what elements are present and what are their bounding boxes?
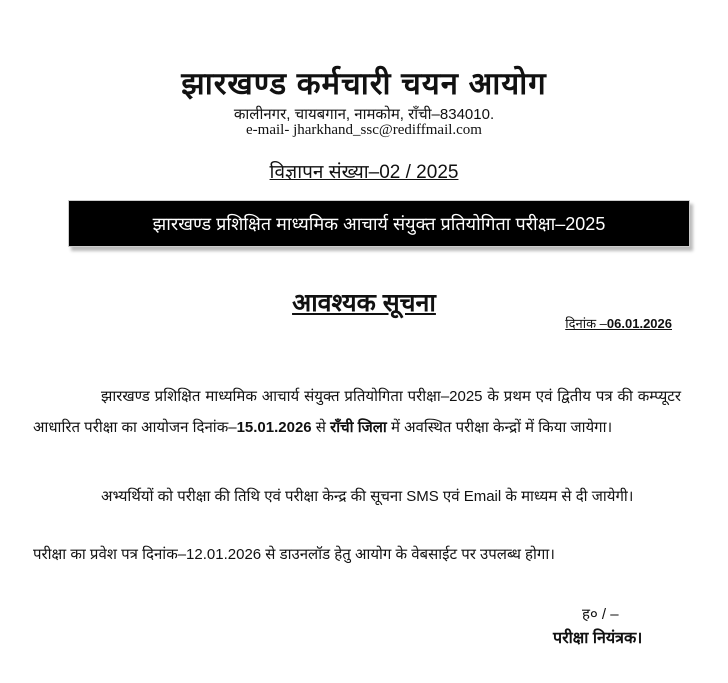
exam-date: 15.01.2026	[236, 419, 312, 436]
exam-district: राँची जिला	[330, 419, 387, 436]
p1-text: में अवस्थित परीक्षा केन्द्रों में किया जायेगा।	[386, 419, 613, 436]
date-label: दिनांक –	[565, 316, 607, 331]
signatory-designation: परीक्षा नियंत्रक।	[553, 630, 643, 647]
advertisement-number-text: विज्ञापन संख्या–02 / 2025	[269, 162, 459, 183]
signature-mark: ह० / –	[582, 606, 619, 623]
p1-text: से	[311, 419, 331, 436]
organization-address: कालीनगर, चायबगान, नामकोम, राँची–834010.	[233, 106, 495, 123]
advertisement-number	[0, 158, 728, 184]
p1-text: झारखण्ड प्रशिक्षित माध्यमिक आचार्य संयुक्त प्रतियोगिता परीक्षा–2025 के प्रथम एवं द्वितीय पत्र की कम्प्यूटर आधारित परीक्षा का आयोजन दिनांक–	[33, 388, 681, 436]
notice-title: आवश्यक सूचना	[292, 289, 436, 317]
date-value: 06.01.2026	[606, 316, 672, 331]
exam-title-banner	[68, 200, 690, 247]
organization-email: e-mail- jharkhand_ssc@rediffmail.com	[246, 122, 482, 138]
paragraph-exam-schedule	[33, 381, 681, 443]
paragraph-admit-card: परीक्षा का प्रवेश पत्र दिनांक–12.01.2026 से डाउनलॉड हेतु आयोग के वेबसाईट पर उपलब्ध होगा।	[33, 546, 555, 563]
organization-name: झारखण्ड कर्मचारी चयन आयोग	[181, 66, 547, 101]
paragraph-sms-email: अभ्यर्थियों को परीक्षा की तिथि एवं परीक्षा केन्द्र की सूचना SMS एवं Email के माध्यम से दी जायेगी।	[101, 488, 634, 505]
notice-date	[565, 314, 672, 332]
exam-title: झारखण्ड प्रशिक्षित माध्यमिक आचार्य संयुक्त प्रतियोगिता परीक्षा–2025	[152, 213, 606, 234]
